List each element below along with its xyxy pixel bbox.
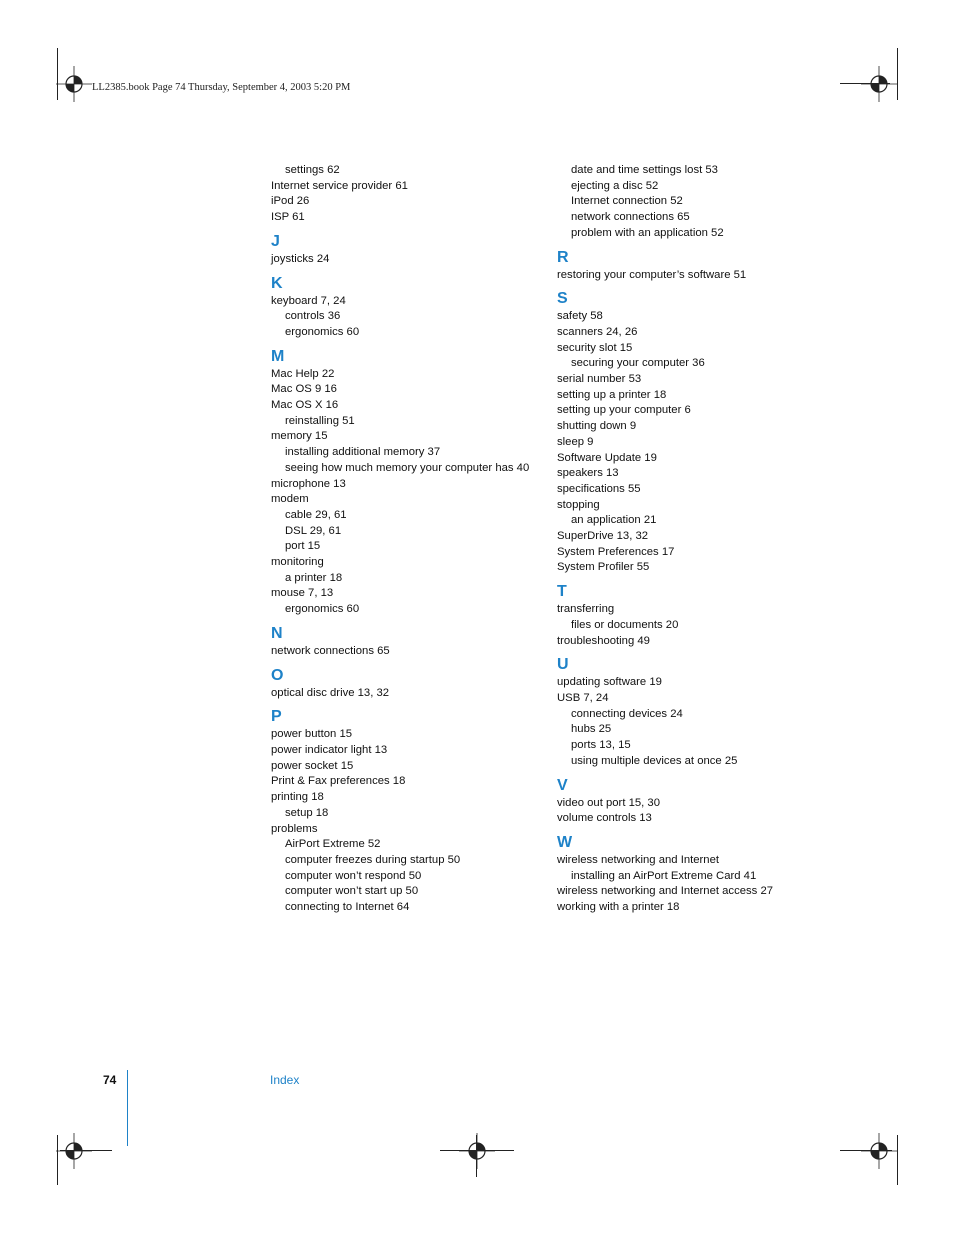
index-letter-heading: N bbox=[271, 624, 283, 642]
index-entry: shutting down 9 bbox=[557, 420, 637, 433]
index-entry: memory 15 bbox=[271, 430, 328, 443]
index-entry: working with a printer 18 bbox=[557, 901, 680, 914]
index-subentry: computer won’t respond 50 bbox=[285, 869, 422, 882]
index-subentry: ejecting a disc 52 bbox=[571, 179, 659, 192]
index-subentry: installing additional memory 37 bbox=[285, 446, 441, 459]
index-subentry: setup 18 bbox=[285, 806, 329, 819]
index-entry: System Profiler 55 bbox=[557, 561, 650, 574]
index-entry: Mac Help 22 bbox=[271, 367, 335, 380]
index-subentry: a printer 18 bbox=[285, 571, 343, 584]
index-subentry: ports 13, 15 bbox=[571, 739, 631, 752]
index-letter-heading: W bbox=[557, 833, 573, 851]
index-entry: specifications 55 bbox=[557, 482, 641, 495]
index-letter-heading: O bbox=[271, 666, 284, 684]
index-subentry: seeing how much memory your computer has 40 bbox=[285, 461, 530, 474]
index-subentry: port 15 bbox=[285, 540, 321, 553]
index-letter-heading: M bbox=[271, 347, 285, 365]
index-subentry: reinstalling 51 bbox=[285, 414, 355, 427]
index-entry: speakers 13 bbox=[557, 467, 619, 480]
index-subentry: Internet connection 52 bbox=[571, 195, 683, 208]
index-entry: wireless networking and Internet access 27 bbox=[557, 885, 774, 898]
index-entry: setting up your computer 6 bbox=[557, 404, 691, 417]
registration-mark-icon bbox=[56, 66, 92, 102]
index-entry: Internet service provider 61 bbox=[271, 179, 408, 192]
index-entry: power indicator light 13 bbox=[271, 743, 388, 756]
index-entry: microphone 13 bbox=[271, 477, 346, 490]
index-entry: Mac OS 9 16 bbox=[271, 383, 337, 396]
index-entry: Software Update 19 bbox=[557, 451, 657, 464]
registration-mark-icon bbox=[861, 1133, 897, 1169]
index-subentry: date and time settings lost 53 bbox=[571, 164, 718, 176]
index-subentry: connecting to Internet 64 bbox=[285, 901, 410, 914]
index-letter-heading: R bbox=[557, 248, 569, 266]
index-entry: power socket 15 bbox=[271, 759, 354, 772]
index-entry: problems bbox=[271, 822, 318, 835]
index-entry: power button 15 bbox=[271, 728, 353, 741]
index-subentry: computer won’t start up 50 bbox=[285, 885, 419, 898]
index-subentry: cable 29, 61 bbox=[285, 508, 347, 521]
index-subentry: hubs 25 bbox=[571, 723, 612, 736]
index-entry: safety 58 bbox=[557, 310, 603, 323]
index-entry: sleep 9 bbox=[557, 435, 594, 448]
registration-mark-icon bbox=[56, 1133, 92, 1169]
index-entry: security slot 15 bbox=[557, 341, 633, 354]
index-entry: scanners 24, 26 bbox=[557, 325, 638, 338]
index-entry: wireless networking and Internet bbox=[557, 853, 720, 866]
index-subentry: installing an AirPort Extreme Card 41 bbox=[571, 869, 757, 882]
registration-mark-icon bbox=[459, 1133, 495, 1169]
index-entry: network connections 65 bbox=[271, 644, 390, 657]
index-entry: Print & Fax preferences 18 bbox=[271, 775, 406, 788]
index-letter-heading: U bbox=[557, 656, 569, 674]
index-subentry: network connections 65 bbox=[571, 211, 690, 224]
index-subentry: ergonomics 60 bbox=[285, 325, 360, 338]
index-entry: USB 7, 24 bbox=[557, 691, 609, 704]
index-entry: troubleshooting 49 bbox=[557, 634, 650, 647]
index-entry: monitoring bbox=[271, 556, 324, 569]
registration-mark-icon bbox=[861, 66, 897, 102]
index-subentry: using multiple devices at once 25 bbox=[571, 754, 738, 767]
index-subentry: files or documents 20 bbox=[571, 618, 679, 631]
index-letter-heading: P bbox=[271, 708, 282, 726]
index-entry: ISP 61 bbox=[271, 211, 305, 224]
index-entry: volume controls 13 bbox=[557, 812, 652, 825]
index-subentry: problem with an application 52 bbox=[571, 226, 724, 239]
index-subentry: connecting devices 24 bbox=[571, 707, 683, 720]
index-entry: joysticks 24 bbox=[271, 252, 330, 265]
index-subentry: an application 21 bbox=[571, 514, 657, 527]
print-slug-header: LL2385.book Page 74 Thursday, September 4, 2003 5:20 PM bbox=[92, 82, 351, 93]
section-title: Index bbox=[270, 1073, 300, 1087]
index-entry: setting up a printer 18 bbox=[557, 388, 667, 401]
index-entry: serial number 53 bbox=[557, 373, 642, 386]
index-entry: Mac OS X 16 bbox=[271, 399, 339, 412]
index-letter-heading: V bbox=[557, 776, 568, 794]
index-column-left bbox=[271, 163, 551, 916]
index-subentry: DSL 29, 61 bbox=[285, 524, 342, 537]
index-entry: keyboard 7, 24 bbox=[271, 294, 346, 307]
index-entry: SuperDrive 13, 32 bbox=[557, 530, 649, 543]
index-entry: video out port 15, 30 bbox=[557, 796, 661, 809]
index-subentry: AirPort Extreme 52 bbox=[285, 838, 381, 851]
index-entry: modem bbox=[271, 493, 309, 506]
index-subentry: settings 62 bbox=[285, 164, 340, 176]
index-entry: optical disc drive 13, 32 bbox=[271, 686, 390, 699]
index-letter-heading: S bbox=[557, 290, 568, 308]
index-subentry: ergonomics 60 bbox=[285, 603, 360, 616]
index-entry: System Preferences 17 bbox=[557, 545, 675, 558]
index-subentry: securing your computer 36 bbox=[571, 357, 705, 370]
index-entry: iPod 26 bbox=[271, 195, 310, 208]
index-entry: printing 18 bbox=[271, 791, 324, 804]
footer-divider bbox=[127, 1070, 128, 1146]
page-number: 74 bbox=[103, 1073, 117, 1087]
index-letter-heading: K bbox=[271, 274, 283, 292]
index-letter-heading: T bbox=[557, 583, 567, 601]
index-subentry: controls 36 bbox=[285, 310, 341, 323]
index-column-right bbox=[557, 163, 887, 916]
index-entry: transferring bbox=[557, 603, 615, 616]
index-entry: stopping bbox=[557, 498, 600, 511]
index-entry: mouse 7, 13 bbox=[271, 587, 334, 600]
index-letter-heading: J bbox=[271, 232, 280, 250]
index-subentry: computer freezes during startup 50 bbox=[285, 853, 461, 866]
index-entry: updating software 19 bbox=[557, 676, 662, 689]
index-entry: restoring your computer’s software 51 bbox=[557, 268, 747, 281]
